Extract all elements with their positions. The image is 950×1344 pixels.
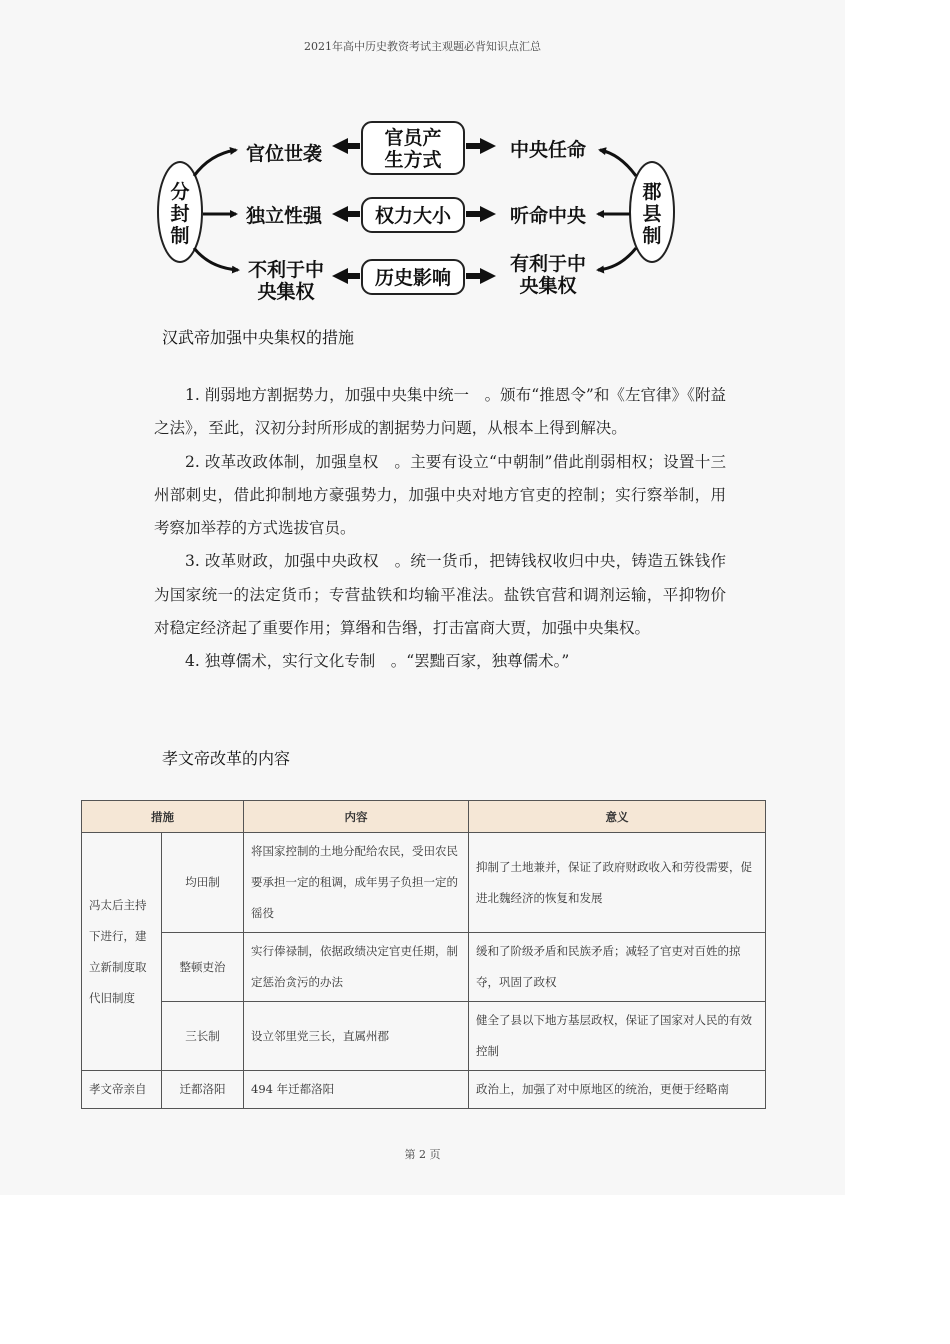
column-header: 措施: [82, 801, 244, 833]
left-system-char: 制: [170, 225, 190, 247]
page-number: 第 2 页: [404, 1148, 441, 1161]
reform-table: [81, 800, 766, 1109]
arrow-to-left: [332, 206, 360, 222]
group-label-cell: 孝文帝亲自: [82, 1071, 162, 1109]
meaning-cell: 健全了县以下地方基层政权，保证了国家对人民的有效控制: [469, 1002, 766, 1071]
meaning-cell: 抑制了土地兼并，保证了政府财政收入和劳役需要，促进北魏经济的恢复和发展: [469, 833, 766, 933]
arrow-to-right: [466, 268, 496, 284]
right-label: 听命中央: [509, 205, 587, 227]
table-row: [82, 833, 766, 933]
left-system-char: 封: [170, 203, 190, 225]
content-cell: 494 年迁都洛阳: [244, 1071, 469, 1109]
left-arrow-top: [194, 150, 236, 176]
paragraph: 3. 改革财政，加强中央政权 。统一货币，把铸钱权收归中央，铸造五铢钱作为国家统一的法定货币；专营盐铁和均输平准法。盐铁官营和调剂运输，平抑物价对稳定经济起了重要作用；算缗和告缗，打击富商大贾，加强中央集权。: [154, 552, 726, 638]
right-arrow-bottom: [598, 248, 636, 270]
measures-text: [154, 379, 726, 679]
paragraph: 1. 削弱地方割据势力，加强中央集中统一 。颁布“推恩令”和《左官律》《附益之法》，至此，汉初分封所形成的割据势力问题，从根本上得到解决。: [154, 386, 726, 438]
left-arrow-bottom: [194, 248, 238, 270]
column-header: 意义: [469, 801, 766, 833]
paragraph: 4. 独尊儒术，实行文化专制 。“罢黜百家，独尊儒术。”: [185, 652, 570, 671]
arrow-to-left: [332, 138, 360, 154]
content-cell: 实行俸禄制，依据政绩决定官吏任期，制定惩治贪污的办法: [244, 933, 469, 1002]
right-label: 央集权: [519, 275, 577, 297]
arrow-to-right: [466, 138, 496, 154]
center-label: 生方式: [384, 149, 442, 171]
left-label: 官位世袭: [245, 143, 323, 165]
right-system-char: 县: [642, 203, 662, 225]
left-label: 独立性强: [245, 205, 323, 227]
left-system-char: 分: [170, 181, 190, 203]
right-arrow-top: [600, 150, 636, 176]
right-system-char: 郡: [642, 181, 662, 203]
right-system-char: 制: [642, 225, 662, 247]
right-label: 有利于中: [509, 253, 587, 275]
paragraph: 2. 改革改政体制，加强皇权 。主要有设立“中朝制”借此削弱相权；设置十三州部刺史，借此抑制地方豪强势力，加强中央对地方官吏的控制；实行察举制，用考察加举荐的方式选拔官员。: [154, 452, 726, 538]
left-label: 央集权: [257, 281, 315, 303]
table-row: [82, 1002, 766, 1071]
right-label: 中央任命: [509, 139, 587, 161]
table-header-row: [82, 801, 766, 833]
measure-cell: 均田制: [162, 833, 244, 933]
measure-cell: 迁都洛阳: [162, 1071, 244, 1109]
section-title-xiaowendi: 孝文帝改革的内容: [162, 749, 291, 768]
system-comparison-diagram: [150, 110, 690, 310]
page-header: 2021年高中历史教资考试主观题必背知识点汇总: [304, 40, 541, 53]
left-label: 不利于中: [247, 259, 325, 281]
center-label: 历史影响: [374, 267, 452, 289]
content-cell: 设立邻里党三长，直属州郡: [244, 1002, 469, 1071]
meaning-cell: 政治上，加强了对中原地区的统治，更便于经略南: [469, 1071, 766, 1109]
section-title-handwudi: 汉武帝加强中央集权的措施: [162, 328, 355, 347]
meaning-cell: 缓和了阶级矛盾和民族矛盾；减轻了官吏对百姓的掠夺，巩固了政权: [469, 933, 766, 1002]
content-cell: 将国家控制的土地分配给农民，受田农民要承担一定的租调，成年男子负担一定的徭役: [244, 833, 469, 933]
center-label: 官员产: [384, 127, 442, 149]
table-row: [82, 933, 766, 1002]
measure-cell: 三长制: [162, 1002, 244, 1071]
group-label-cell: 冯太后主持下进行，建立新制度取代旧制度: [82, 833, 162, 1071]
arrow-to-left: [332, 268, 360, 284]
center-label: 权力大小: [374, 205, 452, 227]
measure-cell: 整顿吏治: [162, 933, 244, 1002]
table-row: [82, 1071, 766, 1109]
arrow-to-right: [466, 206, 496, 222]
column-header: 内容: [244, 801, 469, 833]
